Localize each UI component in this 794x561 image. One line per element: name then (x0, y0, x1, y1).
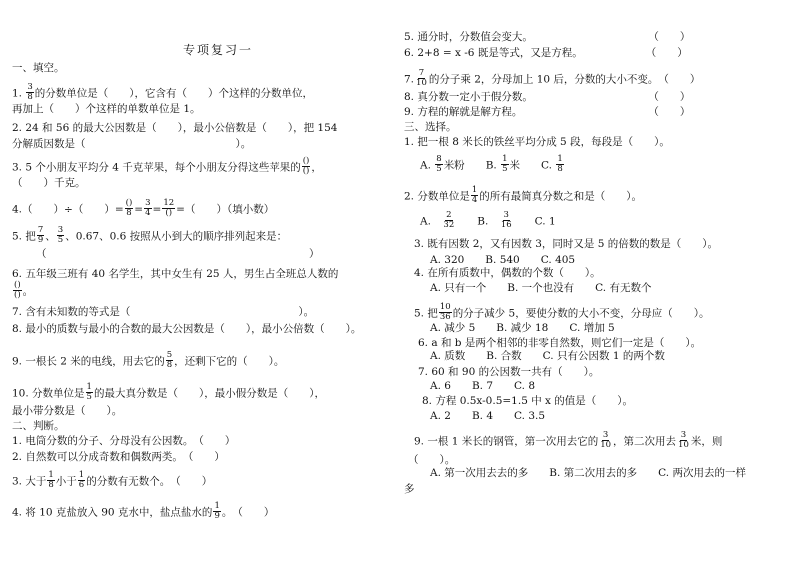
page-title: 专项复习一 (183, 43, 254, 57)
fraction: $\frac{1}{9}$ (214, 501, 220, 521)
q10-line1: 10. 分数单位是 $\frac{1}{5}$ 的最大真分数是（ ），最小假分数是（ ）， (12, 382, 325, 402)
choice-2: 2. 分数单位是 $\frac{1}{4}$ 的所有最简真分数之和是（ ）。 (404, 185, 643, 205)
fraction: () 8 (125, 198, 133, 218)
judge-4: 4. 将 10 克盐放入 90 克水中，盐点盐水的 $\frac{1}{9}$ 。 （ ） (12, 501, 275, 521)
choice-9-line4: 多 (404, 483, 415, 495)
fraction: () () (302, 156, 310, 176)
choice-9-line1: 9. 一根 1 米长的钢管，第一次用去它的 $\frac{3}{10}$ ，第二次用去 $\frac{3}{10}$ 米，则 (414, 430, 723, 450)
judge-3: 3. 大于 $\frac{1}{8}$ 小于 $\frac{1}{6}$ 的分数有无数个。 （ ） (12, 470, 213, 490)
choice-3-options: A. 320 B. 540 C. 405 (430, 254, 576, 266)
fraction: $\frac{3}{10}$ (600, 430, 612, 450)
choice-9-options: A. 第一次用去去的多 B. 第二次用去的多 C. 两次用去的一样 (430, 467, 746, 479)
choice-3: 3. 既有因数 2，又有因数 3，同时又是 5 的倍数的数是（ ）。 (414, 238, 718, 250)
fraction: $\frac{5}{8}$ (166, 350, 173, 370)
fraction: () () (14, 280, 21, 300)
fraction: $\frac{3}{16}$ (500, 210, 512, 230)
choice-7: 7. 60 和 90 的公因数一共有（ ）。 (418, 366, 600, 378)
judge-7: 7. $\frac{7}{10}$ 的分子乘 2，分母加上 10 后，分数的大小不变。 （ ） (404, 68, 701, 88)
q9: 9. 一根长 2 米的电线，用去它的 $\frac{5}{8}$ ，还剩下它的（ ）。 (12, 350, 285, 370)
fraction: $\frac{1}{8}$ (48, 470, 54, 490)
choice-1-options: A. $\frac{8}{5}$ 米粉 B. $\frac{1}{5}$ 米 C. $\frac{1}{8}$ (420, 154, 563, 174)
judge-2: 2. 自然数可以分成奇数和偶数两类。 （ ） (12, 451, 225, 463)
section-judge: 二、判断。 (12, 420, 65, 432)
q3-line1: 3. 5 个小朋友平均分 4 千克苹果，每个小朋友分得这些苹果的 () () ， (12, 156, 322, 176)
choice-5-options: A. 减少 5 B. 减少 18 C. 增加 5 (430, 322, 615, 334)
fraction: $\frac{1}{6}$ (78, 470, 85, 490)
q4: 4.（ ）÷（ ）= () 8 = $\frac{3}{4}$ = 12 () =（ ）（填小数） (12, 198, 275, 218)
choice-9-line2: （ ）。 (408, 454, 456, 466)
q5-line1: 5. 把 $\frac{7}{9}$ 、 $\frac{3}{5}$ 、0.67、0.6 按照从小到大的顺序排列起来是： (12, 225, 288, 245)
q3-line2: （ ）千克。 (12, 177, 86, 189)
choice-7-options: A. 6 B. 7 C. 8 (430, 380, 536, 392)
fraction: $\frac{8}{5}$ (436, 154, 442, 174)
q5-line2: （ ） (36, 248, 320, 260)
choice-6: 6. a 和 b 是两个相邻的非零自然数，则它们一定是（ ）。 (418, 337, 702, 349)
q1-line1: 1. $\frac{3}{8}$ 的分数单位是（ ），它含有（ ）个这样的分数单位， (12, 82, 314, 102)
fraction: $\frac{3}{5}$ (57, 225, 64, 245)
fraction: $\frac{10}{36}$ (439, 302, 451, 322)
fraction: $\frac{1}{4}$ (471, 185, 478, 205)
q8: 8. 最小的质数与最小的合数的最大公因数是（ ），最小公倍数（ ）。 (12, 323, 362, 335)
fraction: $\frac{7}{9}$ (37, 225, 44, 245)
q10-line2: 最小带分数是（ ）。 (12, 405, 123, 417)
choice-1: 1. 把一根 8 米长的铁丝平均分成 5 段，每段是（ ）。 (404, 136, 670, 148)
q1-line2: 再加上（ ）个这样的单数单位是 1。 (12, 103, 201, 115)
fraction: $\frac{2}{32}$ (443, 210, 455, 230)
judge-8: 8. 真分数一定小于假分数。 （ ） (404, 91, 691, 103)
choice-4-options: A. 只有一个 B. 一个也没有 C. 有无数个 (430, 282, 652, 294)
q2-line2: 分解质因数是（ ）。 (12, 138, 252, 150)
choice-8-options: A. 2 B. 4 C. 3.5 (430, 410, 546, 422)
choice-4: 4. 在所有质数中，偶数的个数（ ）。 (414, 267, 601, 279)
judge-5: 5. 通分时，分数值会变大。 （ ） (404, 31, 691, 43)
choice-2-options: A. $\frac{2}{32}$ B. $\frac{3}{16}$ C. 1 (420, 210, 556, 230)
choice-8: 8. 方程 0.5x-0.5=1.5 中 x 的值是（ ）。 (422, 395, 634, 407)
section-fill-in: 一、填空。 (12, 62, 65, 74)
fraction: $\frac{1}{5}$ (86, 382, 92, 402)
judge-9: 9. 方程的解就是解方程。 （ ） (404, 106, 691, 118)
q2-line1: 2. 24 和 56 的最大公因数是（ ），最小公倍数是（ ），把 154 (12, 122, 338, 134)
section-choice: 三、选择。 (404, 121, 457, 133)
choice-6-options: A. 质数 B. 合数 C. 只有公因数 1 的两个数 (430, 350, 665, 362)
fraction: 12 () (163, 198, 175, 218)
choice-5: 5. 把 $\frac{10}{36}$ 的分子减少 5，要使分数的大小不变，分母应（ ）。 (414, 302, 710, 322)
q7: 7. 含有未知数的等式是（ ）。 (12, 306, 315, 318)
fraction: $\frac{3}{4}$ (145, 198, 151, 218)
q6-line1: 6. 五年级三班有 40 名学生，其中女生有 25 人，男生占全班总人数的 (12, 268, 339, 280)
fraction: $\frac{1}{5}$ (502, 154, 508, 174)
fraction: $\frac{1}{8}$ (557, 154, 563, 174)
fraction: $\frac{3}{8}$ (27, 82, 33, 102)
q6-line2: () () 。 (14, 280, 34, 300)
fraction: $\frac{3}{10}$ (678, 430, 689, 450)
judge-1: 1. 电筒分数的分子、分母没有公因数。 （ ） (12, 435, 236, 447)
fraction: $\frac{7}{10}$ (416, 68, 427, 88)
judge-6: 6. 2+8 = x -6 既是等式，又是方程。 （ ） (404, 47, 688, 59)
